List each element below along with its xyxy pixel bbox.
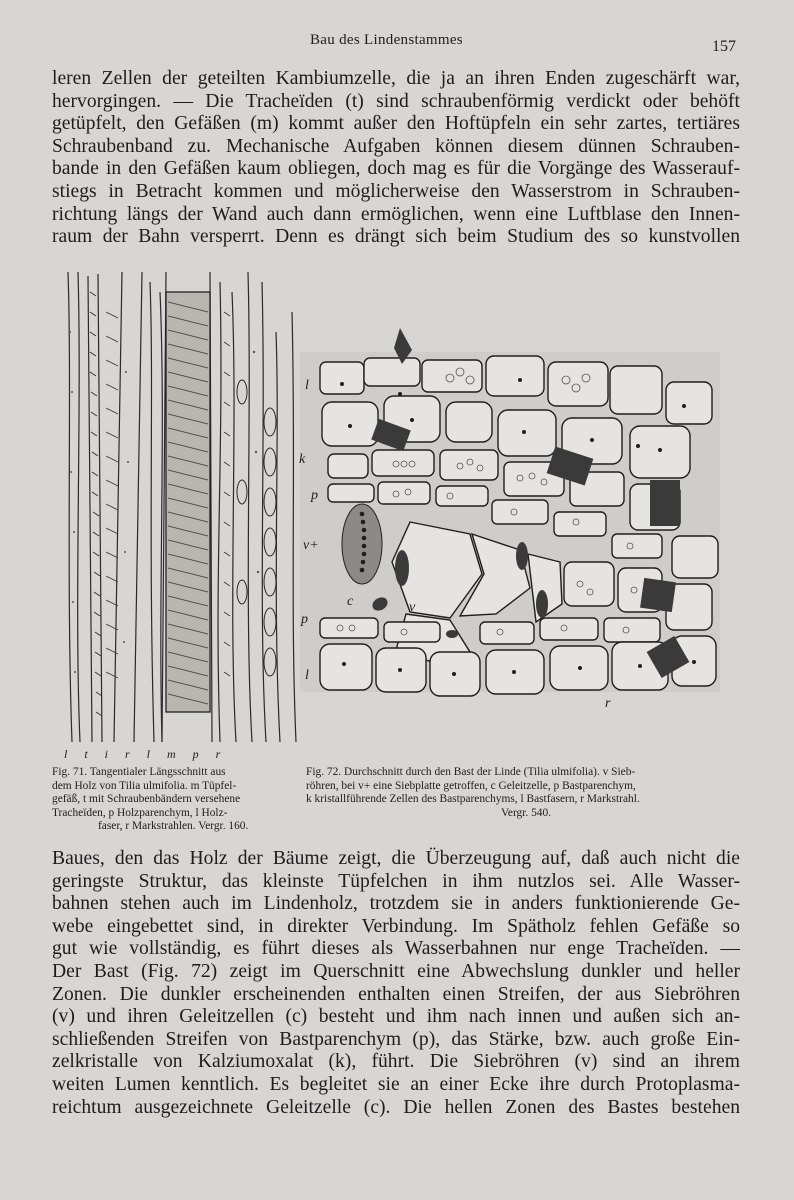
text-line: gut wie vollständig, es führt dieses als Wasserbahnen nur enge Tracheïden. — (52, 938, 740, 960)
running-title: Bau des Lindenstammes (310, 32, 463, 48)
paragraph-bottom (52, 848, 740, 1119)
text-line: reichtum ausgezeichnete Geleitzelle (c). Die hellen Zonen des Bastes bestehen (52, 1096, 740, 1118)
figure-71-letters: l t i r l m p r (64, 747, 221, 761)
fig72-label-c: c (347, 594, 354, 609)
text-line: geringste Struktur, das kleinste Tüpfelchen in ihm nutzlos sei. Alle Wasser- (52, 870, 740, 892)
text-line: (v) und ihren Geleitzellen (c) besteht und ihm nach innen und außen sich an- (52, 1006, 740, 1028)
caption-line: k kristallführende Zellen des Bastparenchyms, l Bastfasern, r Markstrahl. (306, 793, 640, 806)
fig72-label-l-bottom: l (305, 668, 309, 683)
fig72-label-r: r (605, 696, 611, 711)
caption-line: Tracheïden, p Holzparenchym, l Holz- (52, 806, 228, 819)
fig72-label-p-bottom: p (301, 612, 308, 627)
figure-72-caption (306, 766, 746, 820)
text-line: leren Zellen der geteilten Kambiumzelle, die ja an ihren Enden zugeschärft war, (52, 68, 740, 89)
text-line: getüpfelt, den Gefäßen (m) kommt außer den Hoftüpfeln ein sehr zartes, tertiäres (52, 113, 740, 135)
caption-line: Vergr. 540. (500, 806, 552, 819)
fig72-label-l-top: l (305, 378, 309, 393)
text-line: bande in den Gefäßen kaum obliegen, doch mag es für die Vorgänge des Wasserauf- (52, 158, 740, 180)
page-header (0, 30, 794, 60)
figure-71-caption (52, 766, 292, 834)
text-line: richtung längs der Wand auch dann ermöglichen, wenn eine Luftblase den Innen- (52, 203, 740, 225)
text-line: hervorgingen. — Die Tracheïden (t) sind schraubenförmig verdickt oder behöft (52, 90, 740, 112)
text-line: weiten Lumen kenntlich. Es begleitet sie an einer Ecke ihre durch Protoplasma- (52, 1073, 740, 1095)
text-line: raum der Bahn versperrt. Denn es drängt sich beim Studium des so kunstvollen (52, 226, 740, 248)
text-line: webe eingebettet sind, in direkter Verbindung. Im Spätholz fehlen Gefäße so (52, 915, 740, 937)
text-line: Baues, den das Holz der Bäume zeigt, die Überzeugung auf, daß auch nicht die (52, 848, 740, 869)
fig72-label-v: v (409, 600, 416, 615)
text-line: stiegs in Betracht kommen und möglicherweise den Wasserstrom in Schrauben- (52, 180, 740, 202)
fig72-label-v-plus: v+ (303, 538, 319, 553)
figure-71-longitudinal-section (62, 272, 300, 742)
text-line: Zonen. Die dunkler erscheinenden enthalten einen Streifen, der aus Siebröhren (52, 983, 740, 1005)
text-line: zelkristalle von Kalziumoxalat (k), führt. Die Siebröhren (v) sind an ihrem (52, 1051, 740, 1073)
text-line: bahnen stehen auch im Lindenholz, trotzdem sie in anders funktionierende Ge- (52, 893, 740, 915)
caption-line: Fig. 71. Tangentialer Längsschnitt aus (52, 766, 226, 778)
paragraph-top (52, 68, 740, 249)
caption-line: faser, r Markstrahlen. Vergr. 160. (98, 820, 249, 833)
fig72-label-k: k (299, 452, 306, 467)
text-line: schließenden Streifen von Bastparenchym (p), das Stärke, bzw. auch große Ein- (52, 1028, 740, 1050)
caption-line: gefäß, t mit Schraubenbändern versehene (52, 793, 241, 806)
caption-line: dem Holz von Tilia ulmifolia. m Tüpfel- (52, 779, 237, 792)
caption-line: Fig. 72. Durchschnitt durch den Bast der Linde (Tilia ulmifolia). v Sieb- (306, 766, 636, 778)
text-line: Der Bast (Fig. 72) zeigt im Querschnitt eine Abwechslung dunkler und heller (52, 960, 740, 982)
text-line: Schraubenband zu. Mechanische Aufgaben können diesem dünnen Schrauben- (52, 135, 740, 157)
page-number: 157 (712, 38, 736, 55)
fig72-label-p-top: p (311, 488, 318, 503)
figure-72-cross-section (300, 322, 746, 714)
caption-line: röhren, bei v+ eine Siebplatte getroffen, c Geleitzelle, p Bastparenchym, (306, 779, 636, 792)
